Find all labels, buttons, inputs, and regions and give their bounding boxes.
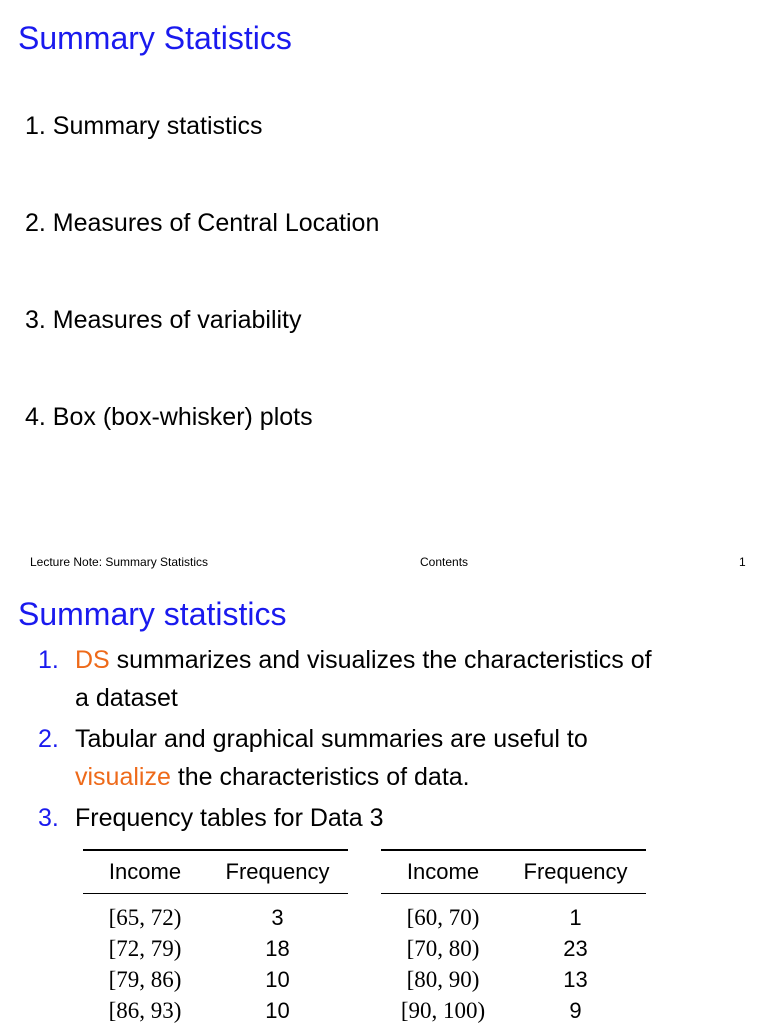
- bullet-3-line-1: Frequency tables for Data 3: [75, 804, 384, 832]
- table-row: [83, 894, 348, 934]
- page-title: Summary Statistics: [18, 20, 292, 56]
- frequency-cell: 3: [271, 904, 284, 930]
- column-header-frequency: Frequency: [207, 850, 348, 894]
- bullet-1-number: 1.: [38, 646, 59, 674]
- footer-page-number: 1: [739, 555, 746, 569]
- bullet-2-text: the characteristics of data.: [170, 763, 470, 791]
- contents-item-4: 4. Box (box-whisker) plots: [25, 403, 313, 431]
- column-header-frequency: Frequency: [505, 850, 646, 894]
- footer-section-name: Contents: [420, 555, 469, 569]
- bullet-2-line-2: [75, 761, 470, 793]
- bullet-2-number: 2.: [38, 725, 59, 753]
- column-header-income: Income: [381, 850, 505, 894]
- bullet-2-line-1: Tabular and graphical summaries are useful to: [75, 725, 588, 753]
- table-row: [381, 933, 646, 964]
- contents-item-2: 2. Measures of Central Location: [25, 209, 380, 237]
- frequency-cell: 1: [569, 904, 582, 930]
- contents-item-3: 3. Measures of variability: [25, 306, 302, 334]
- table-row: [83, 995, 348, 1026]
- income-interval-cell: [80, 90): [406, 966, 480, 992]
- income-interval-cell: [60, 70): [406, 904, 480, 930]
- income-interval-cell: [70, 80): [406, 935, 480, 961]
- table-row: [83, 933, 348, 964]
- income-interval-cell: [79, 86): [108, 966, 182, 992]
- contents-item-1: 1. Summary statistics: [25, 112, 263, 140]
- frequency-table-a: [83, 849, 348, 1026]
- table-row: [381, 995, 646, 1026]
- table-row: [381, 964, 646, 995]
- column-header-income: Income: [83, 850, 207, 894]
- income-interval-cell: [72, 79): [108, 935, 182, 961]
- frequency-table-b: [381, 849, 646, 1026]
- table-row: [83, 964, 348, 995]
- frequency-cell: 9: [569, 997, 582, 1023]
- frequency-cell: 10: [265, 997, 290, 1023]
- table-row: [381, 894, 646, 934]
- footer-course-title: Lecture Note: Summary Statistics: [30, 555, 209, 569]
- table-header-row: [83, 850, 348, 894]
- table-header-row: [381, 850, 646, 894]
- frequency-cell: 23: [563, 935, 588, 961]
- income-interval-cell: [90, 100): [400, 997, 486, 1023]
- bullet-1-line-2: a dataset: [75, 684, 178, 712]
- slide-title: Summary statistics: [18, 596, 287, 632]
- bullet-1-highlight: DS: [75, 646, 110, 674]
- frequency-cell: 18: [265, 935, 290, 961]
- bullet-3-number: 3.: [38, 804, 59, 832]
- frequency-cell: 10: [265, 966, 290, 992]
- income-interval-cell: [86, 93): [108, 997, 182, 1023]
- bullet-2-highlight: visualize: [75, 763, 171, 791]
- bullet-1-line-1: [75, 644, 652, 676]
- income-interval-cell: [65, 72): [108, 904, 182, 930]
- bullet-1-text: summarizes and visualizes the characteristics of: [109, 646, 652, 674]
- frequency-cell: 13: [563, 966, 588, 992]
